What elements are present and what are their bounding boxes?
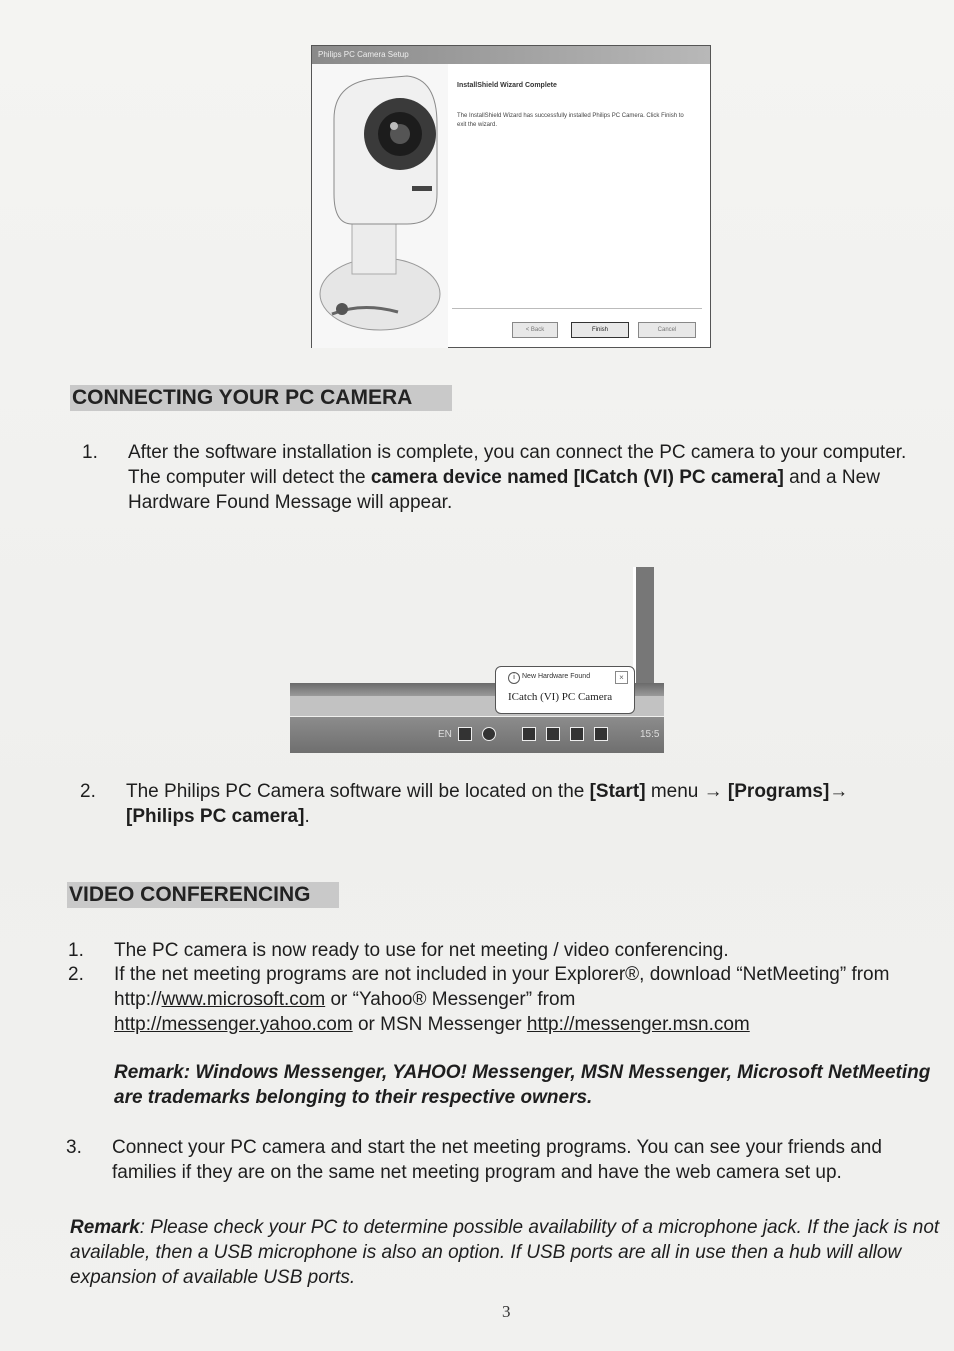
bold-start: [Start] — [589, 781, 646, 802]
text: and a New Hardware Found Message will appear. — [128, 467, 880, 513]
close-icon[interactable]: × — [615, 671, 628, 684]
monitor-icon[interactable] — [570, 727, 584, 741]
speaker-icon[interactable] — [594, 727, 608, 741]
video-step-3: Connect your PC camera and start the net meeting programs. You can see your friends and families if they are on the same net meeting program and have the web camera set up. — [112, 1137, 882, 1183]
text: or “Yahoo® Messenger” from — [325, 989, 576, 1010]
text: . — [304, 806, 310, 827]
new-hardware-screenshot — [290, 567, 664, 753]
hardware-icon[interactable] — [546, 727, 560, 741]
list-number: 1. — [68, 940, 84, 961]
list-number: 2. — [80, 781, 96, 802]
finish-button[interactable]: Finish — [571, 322, 629, 338]
arrow-icon: → — [703, 781, 723, 802]
bold-programs: [Programs] — [722, 781, 830, 802]
text: If the net meeting programs are not included in your Explorer®, download “NetMeeting” from http:// — [114, 964, 890, 1010]
list-number: 2. — [68, 964, 84, 985]
bold-philips-camera: [Philips PC camera] — [126, 806, 305, 827]
section-heading-video: VIDEO CONFERENCING — [67, 882, 339, 908]
remark-label: Remark — [70, 1217, 140, 1238]
list-number: 1. — [82, 442, 98, 463]
cancel-button[interactable]: Cancel — [638, 322, 696, 338]
balloon-title: New Hardware Found — [522, 673, 591, 680]
volume-icon[interactable] — [482, 727, 496, 741]
text: The Philips PC Camera software will be located on the — [126, 781, 590, 802]
tray-lang: EN — [438, 729, 452, 740]
yahoo-link[interactable]: http://messenger.yahoo.com — [114, 1014, 353, 1035]
text: menu — [645, 781, 704, 802]
microsoft-link[interactable]: www.microsoft.com — [161, 989, 326, 1010]
help-icon[interactable] — [458, 727, 472, 741]
installer-body: The InstallShield Wizard has successfully installed Philips PC Camera. Click Finish to exit the wizard. — [457, 113, 684, 128]
page-number: 3 — [502, 1302, 511, 1321]
msn-link[interactable]: http://messenger.msn.com — [526, 1014, 750, 1035]
text: or MSN Messenger — [352, 1014, 527, 1035]
video-step-1: The PC camera is now ready to use for net meeting / video conferencing. — [114, 940, 729, 961]
new-hardware-balloon[interactable] — [495, 666, 635, 714]
connect-step-1 — [128, 440, 928, 515]
system-tray — [290, 717, 664, 753]
video-step-2 — [114, 962, 948, 1037]
info-icon: i — [508, 672, 520, 684]
installer-screenshot — [311, 45, 711, 348]
installer-titlebar: Philips PC Camera Setup — [312, 46, 710, 64]
bold-device-name: camera device named [ICatch (VI) PC camera] — [370, 467, 784, 488]
installer-heading: InstallShield Wizard Complete — [457, 82, 557, 89]
installer-separator — [452, 308, 702, 309]
list-number: 3. — [66, 1137, 82, 1158]
remark-text: : Please check your PC to determine possible availability of a microphone jack. If the jack is not available, then a USB microphone is also an option. If USB ports are all in use then a hub will allow expansion of available USB ports. — [70, 1217, 940, 1288]
trademark-remark: Remark: Windows Messenger, YAHOO! Messenger, MSN Messenger, Microsoft NetMeeting are trademarks belonging to their respective owners. — [114, 1062, 931, 1108]
back-button[interactable]: < Back — [512, 322, 558, 338]
microphone-remark — [70, 1215, 950, 1290]
tray-clock: 15:5 — [640, 729, 660, 740]
section-heading-connecting: CONNECTING YOUR PC CAMERA — [70, 385, 452, 411]
window-edge — [636, 567, 654, 687]
balloon-text: ICatch (VI) PC Camera — [508, 691, 613, 703]
webcam-image — [312, 64, 448, 348]
text: After the software installation is complete, you can connect the PC camera to your computer. The computer will detect the — [128, 442, 907, 488]
network-icon[interactable] — [522, 727, 536, 741]
connect-step-2 — [126, 779, 948, 829]
arrow-icon: → — [829, 781, 849, 802]
